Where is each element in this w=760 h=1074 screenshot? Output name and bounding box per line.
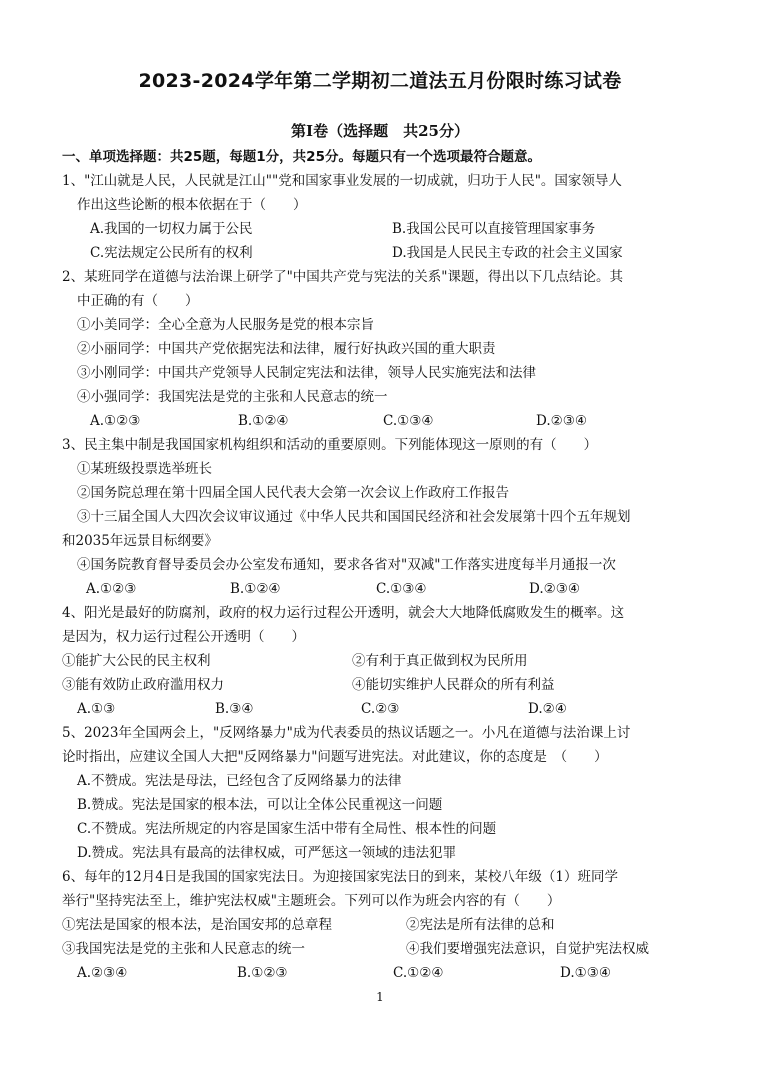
question-3-option-d: D.②③④ bbox=[529, 581, 580, 597]
question-5-option-c: C.不赞成。宪法所规定的内容是国家生活中带有全局性、根本性的问题 bbox=[77, 821, 497, 837]
question-2-item-2: ②小丽同学：中国共产党依据宪法和法律，履行好执政兴国的重大职责 bbox=[77, 341, 496, 357]
question-6-option-d: D.①③④ bbox=[560, 965, 611, 981]
question-1-line-1: 1、"江山就是人民，人民就是江山""党和国家事业发展的一切成就，归功于人民"。国家领导人 bbox=[62, 173, 622, 189]
question-6-line-1: 6、每年的12月4日是我国的国家宪法日。为迎接国家宪法日的到来，某校八年级（1）班同学 bbox=[62, 869, 618, 885]
question-3-item-1: ①某班级投票选举班长 bbox=[77, 461, 212, 477]
question-2-line-1: 2、某班同学在道德与法治课上研学了"中国共产党与宪法的关系"课题，得出以下几点结论。其 bbox=[62, 269, 624, 285]
question-4-option-b: B.③④ bbox=[215, 701, 254, 717]
question-4-item-1: ①能扩大公民的民主权利 bbox=[62, 653, 211, 669]
question-1-option-c: C.宪法规定公民所有的权利 bbox=[90, 245, 253, 261]
question-4-option-c: C.②③ bbox=[361, 701, 400, 717]
question-1-option-b: B.我国公民可以直接管理国家事务 bbox=[392, 221, 596, 237]
question-5-line-2: 论时指出，应建议全国人大把"反网络暴力"问题写进宪法。对此建议，你的态度是 （ ） bbox=[62, 749, 608, 765]
question-6-option-b: B.①②③ bbox=[237, 965, 288, 981]
question-2-item-1: ①小美同学：全心全意为人民服务是党的根本宗旨 bbox=[77, 317, 374, 333]
question-2-option-a: A.①②③ bbox=[90, 413, 141, 429]
question-3-item-3-continued: 和2035年远景目标纲要》 bbox=[62, 533, 218, 549]
page-number: 1 bbox=[376, 990, 384, 1004]
question-6-option-c: C.①②④ bbox=[393, 965, 444, 981]
question-5-option-b: B.赞成。宪法是国家的根本法，可以让全体公民重视这一问题 bbox=[77, 797, 443, 813]
question-3-item-3: ③十三届全国人大四次会议审议通过《中华人民共和国国民经济和社会发展第十四个五年规划 bbox=[77, 509, 631, 525]
question-3-line-1: 3、民主集中制是我国国家机构组织和活动的重要原则。下列能体现这一原则的有（ ） bbox=[62, 437, 598, 453]
question-1-line-2: 作出这些论断的根本依据在于（ ） bbox=[77, 197, 307, 213]
question-4-item-4: ④能切实维护人民群众的所有利益 bbox=[352, 677, 555, 693]
question-6-item-2: ②宪法是所有法律的总和 bbox=[406, 917, 555, 933]
question-2-line-2: 中正确的有（ ） bbox=[77, 293, 199, 309]
question-1-option-a: A.我国的一切权力属于公民 bbox=[90, 221, 253, 237]
question-3-option-b: B.①②④ bbox=[230, 581, 281, 597]
question-5-option-a: A.不赞成。宪法是母法，已经包含了反网络暴力的法律 bbox=[77, 773, 402, 789]
question-2-option-d: D.②③④ bbox=[536, 413, 587, 429]
question-2-item-4: ④小强同学：我国宪法是党的主张和人民意志的统一 bbox=[77, 389, 388, 405]
question-4-line-1: 4、阳光是最好的防腐剂，政府的权力运行过程公开透明，就会大大地降低腐败发生的概率。这 bbox=[62, 605, 625, 621]
question-6-item-3: ③我国宪法是党的主张和人民意志的统一 bbox=[62, 941, 305, 957]
question-3-option-c: C.①③④ bbox=[376, 581, 427, 597]
section-instructions: 一、单项选择题：共25题，每题1分，共25分。每题只有一个选项最符合题意。 bbox=[62, 149, 541, 165]
question-5-option-d: D.赞成。宪法具有最高的法律权威，可严惩这一领域的违法犯罪 bbox=[77, 845, 457, 861]
question-3-item-2: ②国务院总理在第十四届全国人民代表大会第一次会议上作政府工作报告 bbox=[77, 485, 509, 501]
question-4-option-a: A.①③ bbox=[77, 701, 116, 717]
question-5-line-1: 5、2023年全国两会上，"反网络暴力"成为代表委员的热议话题之一。小凡在道德与法治课上讨 bbox=[62, 725, 631, 741]
question-2-option-b: B.①②④ bbox=[238, 413, 289, 429]
section-subtitle: 第Ⅰ卷（选择题 共25分） bbox=[291, 122, 469, 140]
question-4-option-d: D.②④ bbox=[528, 701, 567, 717]
question-4-line-2: 是因为，权力运行过程公开透明（ ） bbox=[62, 629, 305, 645]
question-6-item-1: ①宪法是国家的根本法，是治国安邦的总章程 bbox=[62, 917, 332, 933]
exam-title: 2023-2024学年第二学期初二道法五月份限时练习试卷 bbox=[138, 70, 622, 92]
question-4-item-2: ②有利于真正做到权为民所用 bbox=[352, 653, 528, 669]
question-3-item-4: ④国务院教育督导委员会办公室发布通知，要求各省对"双减"工作落实进度每半月通报一次 bbox=[77, 557, 616, 573]
question-2-item-3: ③小刚同学：中国共产党领导人民制定宪法和法律，领导人民实施宪法和法律 bbox=[77, 365, 536, 381]
question-2-option-c: C.①③④ bbox=[383, 413, 434, 429]
question-3-option-a: A.①②③ bbox=[86, 581, 137, 597]
question-6-line-2: 举行"坚持宪法至上，维护宪法权威"主题班会。下列可以作为班会内容的有（ ） bbox=[62, 893, 561, 909]
question-6-option-a: A.②③④ bbox=[77, 965, 128, 981]
question-6-item-4: ④我们要增强宪法意识，自觉护宪法权威 bbox=[406, 941, 649, 957]
question-1-option-d: D.我国是人民民主专政的社会主义国家 bbox=[392, 245, 623, 261]
question-4-item-3: ③能有效防止政府滥用权力 bbox=[62, 677, 224, 693]
